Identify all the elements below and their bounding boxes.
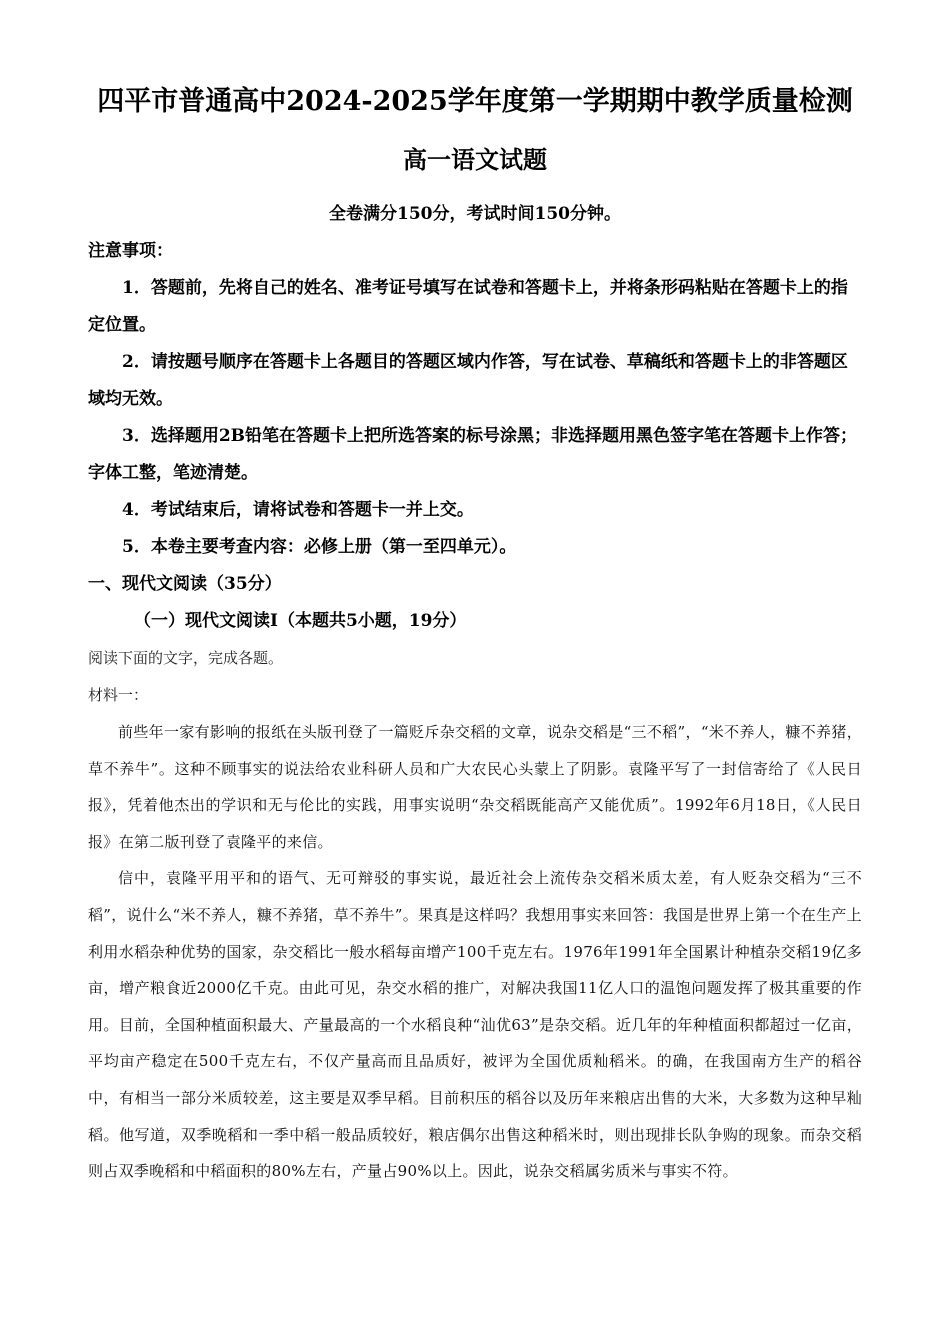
section-heading: 一、现代文阅读（35分） [88,574,282,594]
notice-item-2: 2．请按题号顺序在答题卡上各题目的答题区域内作答，写在试卷、草稿纸和答题卡上的非答题区域均无效。 [88,352,848,409]
notice-item-3: 3．选择题用2B铅笔在答题卡上把所选答案的标号涂黑；非选择题用黑色签字笔在答题卡上作答；字体工整，笔迹清楚。 [88,426,858,483]
reading-instruction: 阅读下面的文字，完成各题。 [88,649,284,667]
material-paragraph-1: 前些年一家有影响的报纸在头版刊登了一篇贬斥杂交稻的文章，说杂交稻是“三不稻”，“米不养人，糠不养猪，草不养牛”。这种不顾事实的说法给农业科研人员和广大农民心头蒙上了阴影。袁隆平写了一封信寄给了《人民日报》，凭着他杰出的学识和无与伦比的实践，用事实说明“杂交稻既能高产又能优质”。1992年6月18日，《人民日报》在第二版刊登了袁隆平的来信。 [88,723,862,851]
material-label: 材料一： [88,686,149,704]
exam-title: 四平市普通高中2024-2025学年度第一学期期中教学质量检测 [97,86,853,117]
sub-section-heading: （一）现代文阅读Ⅰ（本题共5小题，19分） [134,611,467,631]
notice-heading: 注意事项： [88,241,173,261]
notice-item-4: 4．考试结束后，请将试卷和答题卡一并上交。 [122,500,474,520]
score-line: 全卷满分150分，考试时间150分钟。 [329,204,621,224]
material-paragraph-2: 信中，袁隆平用平和的语气、无可辩驳的事实说，最近社会上流传杂交稻米质太差，有人贬杂交稻为“三不稻”，说什么“米不养人，糠不养猪，草不养牛”。果真是这样吗？我想用事实来回答：我国是世界上第一个在生产上利用水稻杂种优势的国家，杂交稻比一般水稻每亩增产100千克左右。1976年1991年全国累计种植杂交稻19亿多亩，增产粮食近2000亿千克。由此可见，杂交水稻的推广，对解决我国11亿人口的温饱问题发挥了极其重要的作用。目前，全国种植面积最大、产量最高的一个水稻良种“汕优63”是杂交稻。近几年的年种植面积都超过一亿亩，平均亩产稳定在500千克左右，不仅产量高而且品质好，被评为全国优质籼稻米。的确，在我国南方生产的稻谷中，有相当一部分米质较差，这主要是双季早稻。目前积压的稻谷以及历年来粮店出售的大米，大多数为这种早籼稻。他写道，双季晚稻和一季中稻一般品质较好，粮店偶尔出售这种稻米时，则出现排长队争购的现象。而杂交稻则占双季晚稻和中稻面积的80%左右，产量占90%以上。因此，说杂交稻属劣质米与事实不符。 [88,869,862,1181]
notice-item-5: 5．本卷主要考查内容：必修上册（第一至四单元）。 [122,537,517,557]
exam-subtitle: 高一语文试题 [403,145,547,174]
notice-item-1: 1．答题前，先将自己的姓名、准考证号填写在试卷和答题卡上，并将条形码粘贴在答题卡上的指定位置。 [88,278,848,335]
